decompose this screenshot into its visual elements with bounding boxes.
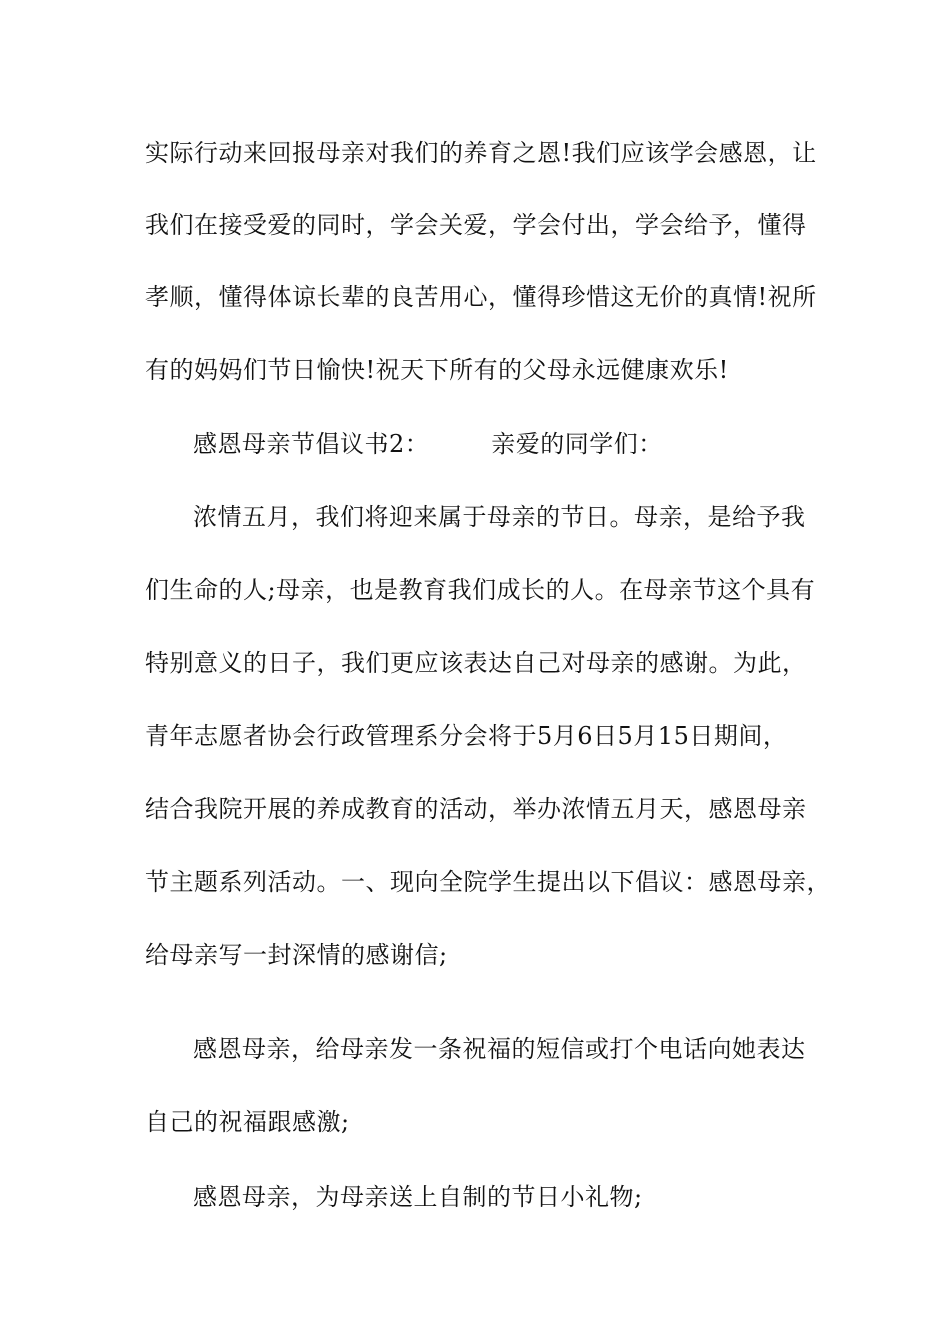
paragraph-line: 孝顺，懂得体谅长辈的良苦用心，懂得珍惜这无价的真情!祝所 [145,283,817,311]
paragraph-line: 特别意义的日子，我们更应该表达自己对母亲的感谢。为此， [145,649,807,677]
paragraph-line: 自己的祝福跟感激; [145,1108,350,1136]
salutation: 亲爱的同学们： [491,430,663,458]
paragraph-line: 节主题系列活动。一、现向全院学生提出以下倡议：感恩母亲， [145,868,831,896]
paragraph-line: 给母亲写一封深情的感谢信; [145,941,448,969]
paragraph-line: 结合我院开展的养成教育的活动，举办浓情五月天，感恩母亲 [145,795,807,823]
paragraph-line: 感恩母亲，为母亲送上自制的节日小礼物; [193,1183,643,1211]
paragraph-line: 实际行动来回报母亲对我们的养育之恩!我们应该学会感恩，让 [145,139,817,167]
paragraph-line: 青年志愿者协会行政管理系分会将于5月6日5月15日期间， [145,722,788,750]
paragraph-line: 感恩母亲，给母亲发一条祝福的短信或打个电话向她表达 [193,1035,806,1063]
paragraph-line: 有的妈妈们节日愉快!祝天下所有的父母永远健康欢乐! [145,356,729,384]
paragraph-line: 我们在接受爱的同时，学会关爱，学会付出，学会给予，懂得 [145,211,807,239]
paragraph-line: 浓情五月，我们将迎来属于母亲的节日。母亲，是给予我 [193,503,806,531]
section-heading-line [193,429,663,459]
section-heading: 感恩母亲节倡议书2： [193,430,430,458]
paragraph-line: 们生命的人;母亲，也是教育我们成长的人。在母亲节这个具有 [145,576,816,604]
